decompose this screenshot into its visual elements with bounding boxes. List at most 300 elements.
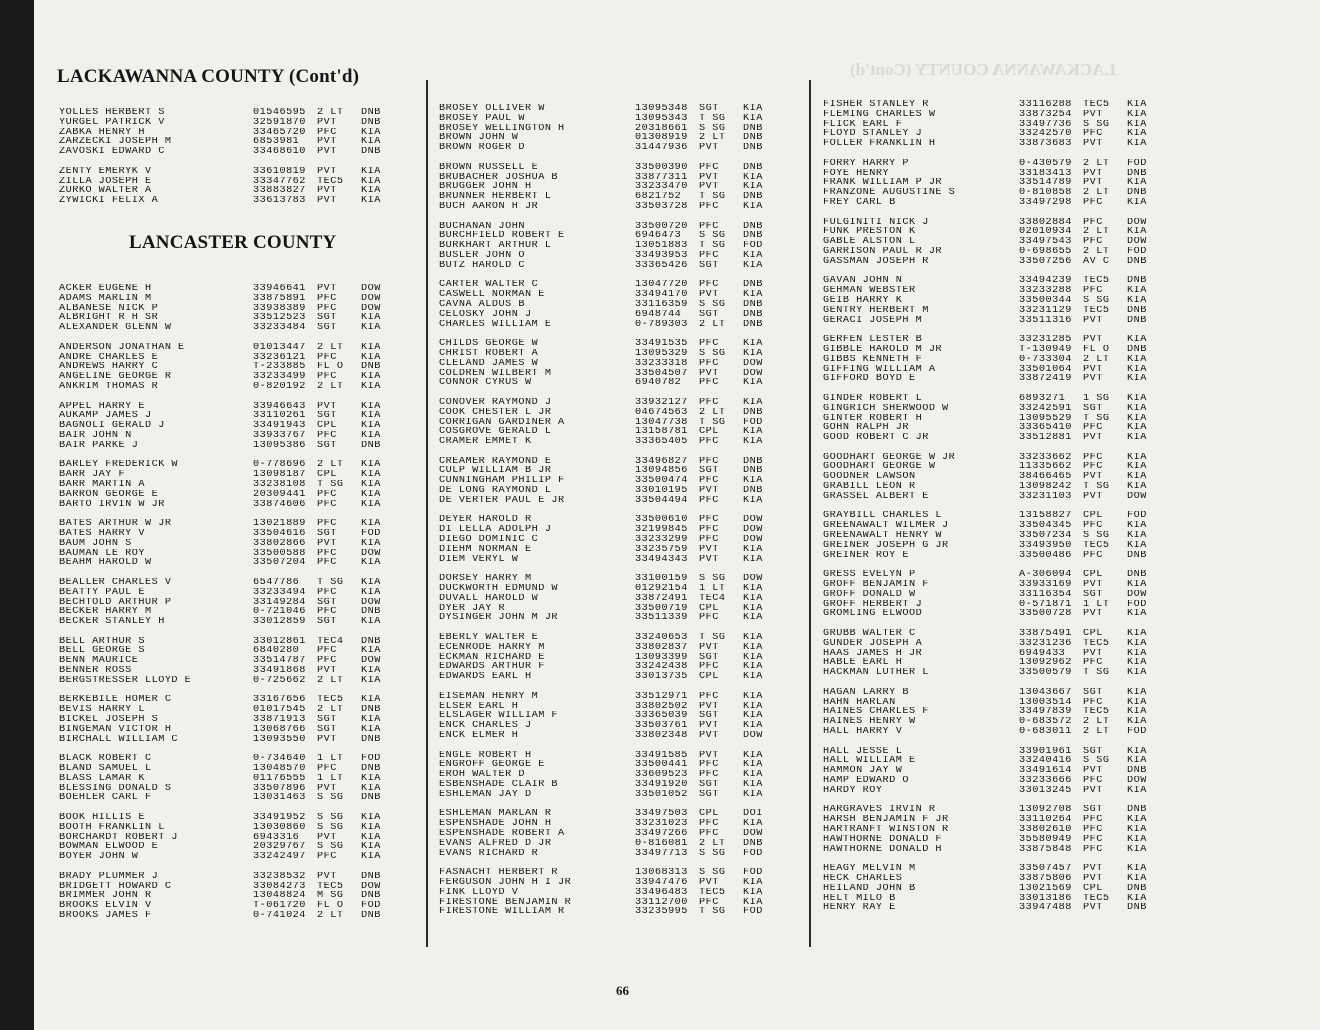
- entry-name: GRUBB WALTER C: [823, 629, 916, 639]
- entry-rank: PVT: [1083, 374, 1103, 385]
- entry-serial-number: 13003514: [1019, 697, 1072, 708]
- entry-status: KIA: [361, 832, 381, 843]
- entry-status: DNB: [1127, 315, 1147, 326]
- entry-status: KIA: [1127, 707, 1147, 718]
- entry-group: [823, 511, 1157, 560]
- casualty-entry: [823, 766, 1157, 776]
- entry-rank: SGT: [1083, 687, 1103, 698]
- entry-status: DNB: [743, 162, 763, 173]
- entry-serial-number: 33116288: [1019, 100, 1072, 110]
- entry-status: DNB: [743, 407, 763, 418]
- entry-serial-number: 33872491: [635, 593, 688, 604]
- entry-serial-number: 33240653: [635, 633, 688, 643]
- casualty-entry: [439, 888, 773, 898]
- entry-name: BIRCHALL WILLIAM C: [59, 734, 179, 745]
- entry-name: BECKER STANLEY H: [59, 617, 165, 627]
- entry-name: BURCHFIELD ROBERT E: [439, 231, 565, 242]
- entry-status: DNB: [743, 299, 763, 310]
- entry-name: GIFFORD BOYD E: [823, 374, 916, 385]
- casualty-entry: [439, 310, 773, 320]
- casualty-entry: [59, 598, 391, 608]
- entry-serial-number: 0-698655: [1019, 246, 1072, 257]
- entry-status: KIA: [361, 489, 381, 500]
- entry-status: KIA: [361, 401, 381, 412]
- entry-name: ENCK ELMER H: [439, 731, 519, 741]
- entry-serial-number: 33514789: [1019, 178, 1072, 189]
- entry-name: BENN MAURICE: [59, 656, 139, 667]
- entry-status: KIA: [743, 652, 763, 663]
- entry-rank: PVT: [1083, 472, 1103, 483]
- entry-group: [439, 633, 773, 682]
- entry-name: HEAGY MELVIN M: [823, 864, 916, 874]
- entry-rank: T SG: [1083, 668, 1110, 679]
- entry-serial-number: 33233299: [635, 535, 688, 545]
- entry-group: [823, 276, 1157, 325]
- entry-status: FOD: [1127, 158, 1147, 169]
- entry-name: ZILLA JOSEPH E: [59, 176, 152, 187]
- entry-serial-number: 33084273: [253, 881, 306, 892]
- entry-status: KIA: [743, 427, 763, 438]
- entry-name: GAVAN JOHN N: [823, 276, 903, 287]
- entry-serial-number: 33494170: [635, 290, 688, 300]
- entry-name: CARTER WALTER C: [439, 280, 539, 291]
- entry-serial-number: 33233494: [253, 587, 306, 598]
- casualty-entry: [439, 496, 773, 506]
- entry-group: [59, 519, 391, 568]
- entry-serial-number: 13095529: [1019, 413, 1072, 424]
- entry-rank: PFC: [1083, 217, 1103, 228]
- entry-status: KIA: [361, 852, 381, 863]
- entry-rank: PFC: [1083, 697, 1103, 708]
- entry-name: DIEHM NORMAN E: [439, 544, 532, 555]
- entry-group: [59, 402, 391, 451]
- entry-status: DNB: [743, 838, 763, 849]
- entry-rank: TEC5: [1083, 707, 1110, 718]
- entry-rank: 2 LT: [317, 460, 344, 471]
- casualty-entry: [439, 594, 773, 604]
- entry-name: CELOSKY JOHN J: [439, 309, 532, 320]
- entry-name: GIBBS KENNETH F: [823, 354, 923, 365]
- entry-status: DNB: [1127, 344, 1147, 355]
- entry-name: BROOKS ELVIN V: [59, 901, 152, 911]
- entry-serial-number: 33947488: [1019, 903, 1072, 914]
- entry-name: COSGROVE GERALD L: [439, 427, 552, 438]
- entry-serial-number: 33497266: [635, 828, 688, 839]
- entry-group: [439, 809, 773, 858]
- entry-serial-number: T-233885: [253, 362, 306, 373]
- casualty-entry: [59, 725, 391, 735]
- entry-serial-number: 33365039: [635, 711, 688, 722]
- entry-rank: SGT: [699, 789, 719, 800]
- entry-serial-number: 04674563: [635, 407, 688, 418]
- entry-serial-number: 0-725662: [253, 675, 306, 686]
- entry-serial-number: 33512971: [635, 691, 688, 702]
- entry-name: DEYER HAROLD R: [439, 515, 532, 526]
- entry-name: GASSMAN JOSEPH R: [823, 256, 929, 267]
- entry-status: DNB: [1127, 570, 1147, 581]
- entry-status: DOW: [1127, 589, 1147, 600]
- entry-name: BATES ARTHUR W JR: [59, 519, 172, 529]
- entry-name: BLACK ROBERT C: [59, 754, 152, 765]
- entry-status: KIA: [743, 603, 763, 614]
- entry-status: DNB: [361, 147, 381, 157]
- entry-group: [439, 339, 773, 388]
- entry-serial-number: 33500719: [635, 603, 688, 614]
- entry-name: CONNOR CYRUS W: [439, 378, 532, 389]
- casualty-entry: [59, 901, 391, 911]
- casualty-entry: [823, 374, 1157, 384]
- entry-name: FOYE HENRY: [823, 168, 890, 179]
- casualty-entry: [823, 472, 1157, 482]
- entry-name: DI LELLA ADOLPH J: [439, 525, 552, 536]
- entry-serial-number: 33231129: [1019, 305, 1072, 316]
- entry-status: KIA: [1127, 873, 1147, 884]
- entry-status: KIA: [361, 675, 381, 686]
- entry-rank: T SG: [699, 417, 726, 428]
- county-heading-lackawanna: LACKAWANNA COUNTY (Cont'd): [57, 66, 360, 87]
- entry-rank: SGT: [1083, 805, 1103, 816]
- entry-serial-number: 33875491: [1019, 629, 1072, 639]
- entry-status: KIA: [361, 587, 381, 598]
- entry-rank: PFC: [1083, 452, 1103, 463]
- entry-serial-number: 20309441: [253, 489, 306, 500]
- entry-serial-number: 13098242: [1019, 482, 1072, 492]
- entry-serial-number: 33491868: [253, 666, 306, 676]
- entry-rank: PFC: [317, 489, 337, 500]
- entry-rank: PFC: [699, 525, 719, 536]
- entry-serial-number: 0-721046: [253, 607, 306, 618]
- entry-status: KIA: [743, 789, 763, 800]
- entry-group: [823, 100, 1157, 149]
- entry-rank: TEC5: [1083, 276, 1110, 287]
- casualty-entry: [59, 558, 391, 568]
- casualty-entry: [59, 646, 391, 656]
- casualty-entry: [439, 300, 773, 310]
- entry-status: KIA: [1127, 893, 1147, 904]
- entry-group: [823, 218, 1157, 267]
- entry-serial-number: 33183413: [1019, 168, 1072, 179]
- casualty-entry: [823, 707, 1157, 717]
- casualty-entry: [439, 613, 773, 623]
- entry-status: KIA: [361, 577, 381, 588]
- entry-rank: CPL: [699, 427, 719, 438]
- entry-serial-number: 33500610: [635, 515, 688, 526]
- entry-status: KIA: [1127, 482, 1147, 492]
- entry-serial-number: 33465720: [253, 127, 306, 138]
- entry-serial-number: 33504345: [1019, 521, 1072, 532]
- entry-serial-number: 33802610: [1019, 824, 1072, 835]
- entry-rank: PFC: [1083, 129, 1103, 140]
- entry-serial-number: 13094856: [635, 466, 688, 477]
- casualty-entry: [59, 353, 391, 363]
- entry-serial-number: 33500344: [1019, 295, 1072, 306]
- entry-rank: T SG: [699, 633, 726, 643]
- casualty-entry: [823, 825, 1157, 835]
- entry-status: KIA: [743, 633, 763, 643]
- entry-serial-number: 13030860: [253, 822, 306, 833]
- entry-status: KIA: [743, 662, 763, 673]
- entry-group: [439, 692, 773, 741]
- entry-rank: SGT: [317, 323, 337, 333]
- entry-name: GIFFING WILLIAM A: [823, 364, 936, 375]
- entry-status: FOD: [743, 848, 763, 859]
- entry-status: KIA: [743, 819, 763, 829]
- entry-serial-number: 13093550: [253, 734, 306, 745]
- casualty-entry: [439, 104, 773, 114]
- entry-status: KIA: [1127, 423, 1147, 434]
- entry-name: GERFEN LESTER B: [823, 335, 923, 345]
- entry-serial-number: 33496827: [635, 456, 688, 467]
- casualty-entry: [823, 580, 1157, 590]
- entry-serial-number: 33875848: [1019, 844, 1072, 855]
- entry-status: KIA: [743, 897, 763, 908]
- casualty-entry: [823, 903, 1157, 913]
- entry-serial-number: 33012859: [253, 617, 306, 627]
- entry-status: KIA: [743, 250, 763, 261]
- entry-serial-number: 33112700: [635, 897, 688, 908]
- entry-serial-number: 33802837: [635, 642, 688, 653]
- casualty-entry: [823, 482, 1157, 492]
- entry-group: [59, 872, 391, 921]
- entry-group: [823, 688, 1157, 737]
- casualty-entry: [439, 584, 773, 594]
- entry-serial-number: 01546595: [253, 108, 306, 118]
- entry-serial-number: 13068313: [635, 868, 688, 878]
- casualty-entry: [59, 578, 391, 588]
- casualty-entry: [823, 316, 1157, 326]
- entry-rank: PFC: [699, 662, 719, 673]
- entry-status: KIA: [743, 104, 763, 114]
- entry-name: GOHN RALPH JR: [823, 423, 909, 434]
- casualty-entry: [823, 178, 1157, 188]
- entry-rank: PFC: [699, 476, 719, 487]
- casualty-entry: [823, 404, 1157, 414]
- entry-name: DUCKWORTH EDMUND W: [439, 584, 559, 594]
- entry-rank: 2 LT: [1083, 227, 1110, 238]
- casualty-entry: [823, 296, 1157, 306]
- entry-serial-number: 33236121: [253, 352, 306, 363]
- entry-status: DNB: [1127, 766, 1147, 776]
- casualty-entry: [823, 874, 1157, 884]
- entry-status: DNB: [361, 108, 381, 118]
- entry-serial-number: 33491920: [635, 779, 688, 790]
- entry-serial-number: 33347762: [253, 176, 306, 187]
- entry-status: KIA: [743, 476, 763, 487]
- casualty-entry: [439, 907, 773, 917]
- entry-rank: S SG: [317, 842, 344, 853]
- entry-name: HELT MILO B: [823, 893, 896, 904]
- entry-serial-number: 33233288: [1019, 286, 1072, 296]
- entry-serial-number: 13043667: [1019, 687, 1072, 698]
- entry-serial-number: 13048570: [253, 764, 306, 774]
- entry-rank: PVT: [1083, 903, 1103, 914]
- entry-serial-number: 33609523: [635, 770, 688, 780]
- entry-name: ESHLEMAN MARLAN R: [439, 809, 552, 820]
- entry-serial-number: 0-816081: [635, 838, 688, 849]
- entry-group: [439, 868, 773, 917]
- casualty-entry: [59, 793, 391, 803]
- casualty-entry: [59, 460, 391, 470]
- entry-name: BICKEL JOSEPH S: [59, 715, 159, 725]
- entry-status: KIA: [743, 721, 763, 731]
- entry-status: KIA: [361, 695, 381, 706]
- entry-name: ANDREWS HARRY C: [59, 362, 159, 373]
- entry-serial-number: 33238108: [253, 479, 306, 490]
- entry-name: ECENRODE HARRY M: [439, 642, 545, 653]
- entry-serial-number: 33511339: [635, 613, 688, 624]
- entry-status: KIA: [361, 822, 381, 833]
- entry-name: GRABILL LEON R: [823, 482, 916, 492]
- entry-rank: PFC: [317, 656, 337, 667]
- entry-status: KIA: [361, 470, 381, 480]
- entry-rank: PVT: [1083, 864, 1103, 874]
- entry-serial-number: 0-789303: [635, 319, 688, 330]
- entry-status: DNB: [743, 133, 763, 144]
- entry-status: DOW: [743, 368, 763, 379]
- entry-serial-number: 33500390: [635, 162, 688, 173]
- entry-serial-number: 33233499: [253, 372, 306, 382]
- entry-serial-number: 33500728: [1019, 609, 1072, 620]
- entry-status: DOW: [1127, 217, 1147, 228]
- entry-name: DE LONG RAYMOND L: [439, 486, 552, 496]
- entry-rank: 2 LT: [1083, 727, 1110, 737]
- casualty-entry: [439, 349, 773, 359]
- casualty-entry: [823, 100, 1157, 110]
- entry-rank: PVT: [1083, 139, 1103, 149]
- entry-name: BRUGGER JOHN H: [439, 182, 532, 193]
- entry-status: KIA: [743, 593, 763, 604]
- entry-status: KIA: [1127, 227, 1147, 238]
- casualty-entry: [59, 137, 391, 147]
- entry-name: BATES HARRY V: [59, 528, 145, 539]
- entry-status: DNB: [1127, 256, 1147, 267]
- entry-name: BROSEY OLLIVER W: [439, 104, 545, 114]
- casualty-entry: [823, 306, 1157, 316]
- entry-serial-number: A-306094: [1019, 570, 1072, 581]
- entry-status: KIA: [743, 701, 763, 712]
- casualty-entry: [823, 884, 1157, 894]
- entry-name: HALL HARRY V: [823, 727, 903, 737]
- casualty-entry: [823, 286, 1157, 296]
- entry-rank: S SG: [699, 868, 726, 878]
- entry-serial-number: 13048824: [253, 891, 306, 902]
- entry-rank: T SG: [699, 907, 726, 918]
- entry-status: KIA: [1127, 286, 1147, 296]
- entry-name: BOOTH FRANKLIN L: [59, 822, 165, 833]
- entry-status: KIA: [1127, 844, 1147, 855]
- entry-rank: PVT: [699, 554, 719, 565]
- casualty-entry: [823, 394, 1157, 404]
- entry-rank: PVT: [699, 172, 719, 183]
- casualty-entry: [59, 177, 391, 187]
- casualty-entry: [439, 555, 773, 565]
- entry-status: KIA: [743, 495, 763, 506]
- casualty-entry: [59, 372, 391, 382]
- entry-rank: 2 LT: [699, 407, 726, 418]
- casualty-entry: [59, 480, 391, 490]
- entry-name: GABLE ALSTON L: [823, 237, 916, 247]
- entry-rank: 2 LT: [317, 108, 344, 118]
- entry-status: KIA: [743, 172, 763, 183]
- entry-group: [823, 453, 1157, 502]
- entry-serial-number: 13158827: [1019, 511, 1072, 522]
- entry-rank: SGT: [317, 313, 337, 324]
- entry-serial-number: 33240416: [1019, 756, 1072, 767]
- casualty-entry: [439, 114, 773, 124]
- casualty-entry: [439, 662, 773, 672]
- entry-serial-number: 0-741024: [253, 911, 306, 921]
- entry-rank: SGT: [699, 309, 719, 320]
- entry-rank: S SG: [317, 813, 344, 823]
- entry-status: DOW: [361, 284, 381, 294]
- entry-rank: 1 LT: [1083, 599, 1110, 610]
- entry-name: FLOYD STANLEY J: [823, 129, 923, 140]
- casualty-entry: [439, 231, 773, 241]
- entry-name: BERGSTRESSER LLOYD E: [59, 675, 192, 686]
- entry-name: ESHLEMAN JAY D: [439, 789, 532, 800]
- entry-serial-number: 33946641: [253, 284, 306, 294]
- entry-rank: 1 SG: [1083, 393, 1110, 404]
- entry-status: KIA: [1127, 521, 1147, 532]
- entry-status: DNB: [361, 362, 381, 373]
- entry-rank: CPL: [699, 809, 719, 820]
- entry-name: BROWN JOHN W: [439, 133, 519, 144]
- entry-name: CUNNINGHAM PHILIP F: [439, 476, 565, 487]
- entry-rank: TEC5: [317, 881, 344, 892]
- entry-rank: 2 LT: [699, 133, 726, 144]
- entry-name: BROOKS JAMES F: [59, 911, 152, 921]
- entry-rank: 2 LT: [317, 381, 344, 392]
- casualty-entry: [59, 323, 391, 333]
- entry-rank: CPL: [317, 421, 337, 431]
- casualty-entry: [59, 774, 391, 784]
- entry-name: HAMMON JAY W: [823, 766, 903, 776]
- entry-rank: 2 LT: [1083, 246, 1110, 257]
- casualty-entry: [439, 878, 773, 888]
- entry-status: DOW: [361, 548, 381, 559]
- entry-serial-number: 33010195: [635, 486, 688, 496]
- casualty-entry: [823, 747, 1157, 757]
- entry-serial-number: 33511316: [1019, 315, 1072, 326]
- casualty-entry: [823, 237, 1157, 247]
- entry-rank: PVT: [1083, 648, 1103, 659]
- entry-rank: PVT: [699, 544, 719, 555]
- entry-name: FERGUSON JOHN H I JR: [439, 877, 572, 888]
- casualty-entry: [823, 511, 1157, 521]
- entry-serial-number: 33493950: [1019, 540, 1072, 551]
- entry-rank: PVT: [699, 368, 719, 379]
- entry-serial-number: 33613783: [253, 196, 306, 206]
- entry-serial-number: 33507204: [253, 558, 306, 569]
- entry-rank: 2 LT: [1083, 717, 1110, 727]
- casualty-entry: [823, 139, 1157, 149]
- entry-name: CAVNA ALDUS B: [439, 299, 525, 310]
- casualty-entry: [439, 339, 773, 349]
- entry-rank: PFC: [699, 201, 719, 212]
- entry-name: BUCHANAN JOHN: [439, 221, 525, 232]
- entry-name: GOODNER LAWSON: [823, 472, 916, 483]
- entry-rank: 2 LT: [317, 342, 344, 353]
- entry-name: GARRISON PAUL R JR: [823, 246, 943, 257]
- entry-serial-number: 33501064: [1019, 364, 1072, 375]
- entry-status: DOW: [743, 515, 763, 526]
- casualty-entry: [823, 776, 1157, 786]
- casualty-entry: [439, 222, 773, 232]
- entry-name: DORSEY HARRY M: [439, 574, 532, 585]
- entry-rank: PFC: [699, 378, 719, 389]
- entry-serial-number: 33883827: [253, 186, 306, 197]
- entry-name: GEIB HARRY K: [823, 295, 903, 306]
